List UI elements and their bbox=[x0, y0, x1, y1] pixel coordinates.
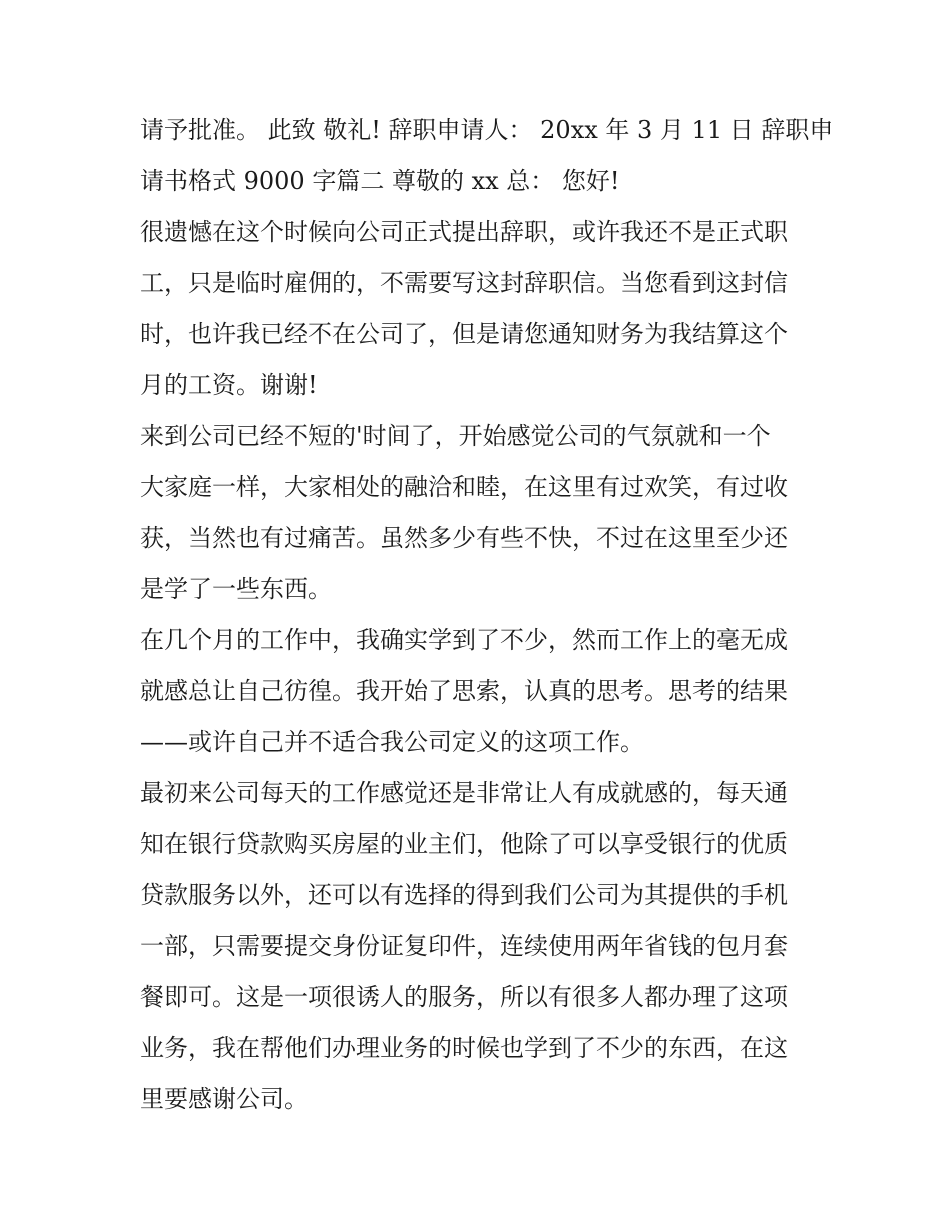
document-body bbox=[140, 105, 834, 1125]
text-line: 是学了一些东西。 bbox=[140, 575, 332, 603]
text-line: 时，也许我已经不在公司了，但是请您通知财务为我结算这个 bbox=[140, 320, 788, 348]
text-line: 工，只是临时雇佣的，不需要写这封辞职信。当您看到这封信 bbox=[140, 269, 788, 297]
text-line: ——或许自己并不适合我公司定义的这项工作。 bbox=[140, 728, 644, 756]
text-line: 请书格式 9000 字篇二 尊敬的 xx 总： 您好! bbox=[140, 167, 620, 195]
text-line: 在几个月的工作中，我确实学到了不少，然而工作上的毫无成 bbox=[140, 626, 788, 654]
text-line: 很遗憾在这个时候向公司正式提出辞职，或许我还不是正式职 bbox=[140, 218, 788, 246]
text-line: 一部，只需要提交身份证复印件，连续使用两年省钱的包月套 bbox=[140, 932, 788, 960]
text-line: 就感总让自己彷徨。我开始了思索，认真的思考。思考的结果 bbox=[140, 677, 788, 705]
text-line: 请予批准。 此致 敬礼! 辞职申请人： 20xx 年 3 月 11 日 辞职申 bbox=[140, 116, 834, 144]
text-line: 月的工资。谢谢! bbox=[140, 371, 318, 399]
text-line: 获，当然也有过痛苦。虽然多少有些不快，不过在这里至少还 bbox=[140, 524, 788, 552]
text-line: 大家庭一样，大家相处的融洽和睦，在这里有过欢笑，有过收 bbox=[140, 473, 788, 501]
text-line: 餐即可。这是一项很诱人的服务，所以有很多人都办理了这项 bbox=[140, 983, 788, 1011]
text-line: 来到公司已经不短的'时间了，开始感觉公司的气氛就和一个 bbox=[140, 422, 771, 450]
text-line: 最初来公司每天的工作感觉还是非常让人有成就感的，每天通 bbox=[140, 779, 788, 807]
text-line: 业务，我在帮他们办理业务的时候也学到了不少的东西，在这 bbox=[140, 1034, 788, 1062]
text-line: 贷款服务以外，还可以有选择的得到我们公司为其提供的手机 bbox=[140, 881, 788, 909]
text-line: 知在银行贷款购买房屋的业主们，他除了可以享受银行的优质 bbox=[140, 830, 788, 858]
text-line: 里要感谢公司。 bbox=[140, 1085, 308, 1113]
